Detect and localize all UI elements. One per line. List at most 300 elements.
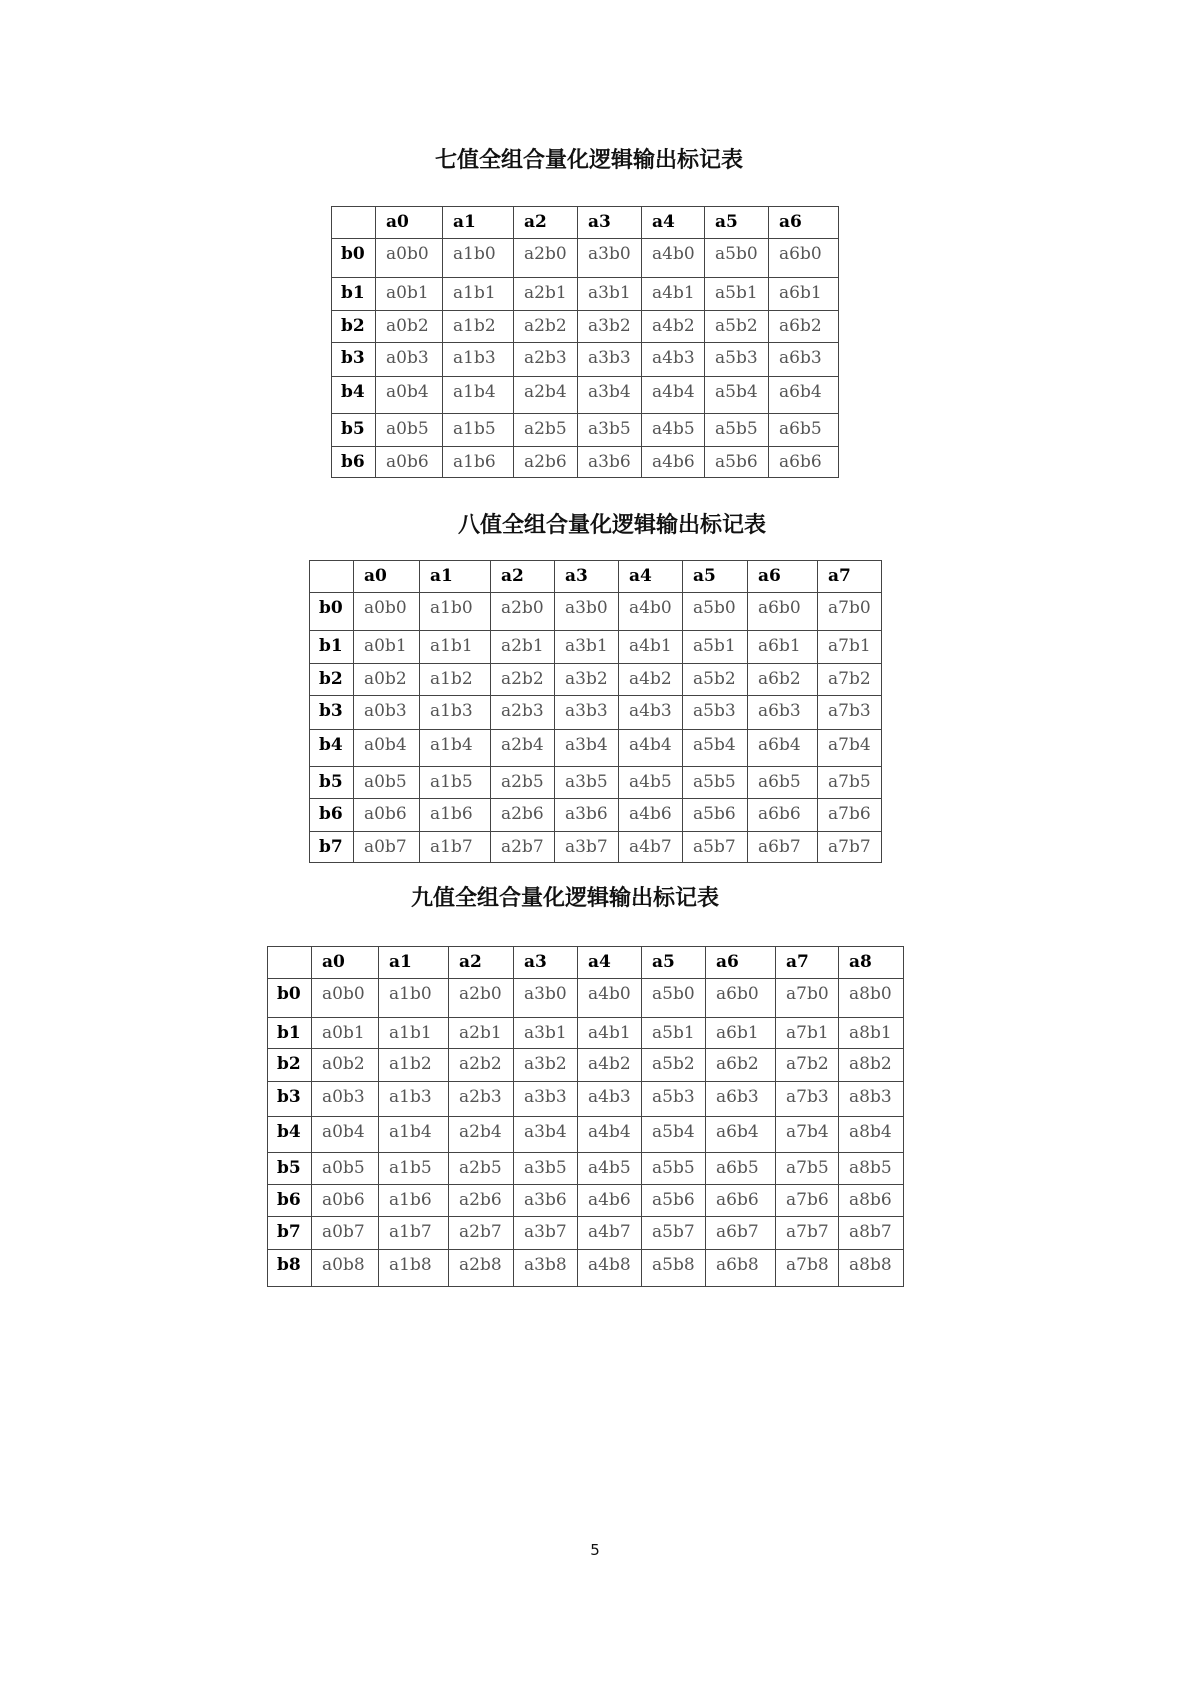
row-header <box>268 1018 312 1049</box>
table-cell <box>839 1049 904 1082</box>
cell-value: a1b4 <box>453 382 496 402</box>
cell-value: a4b2 <box>629 669 672 689</box>
table-row <box>268 1153 904 1185</box>
cell-value: a1b0 <box>430 598 473 618</box>
cell-value: a6b2 <box>716 1054 759 1074</box>
table-cell <box>379 1018 449 1049</box>
column-header <box>683 561 748 593</box>
row-header-label: b5 <box>277 1158 301 1178</box>
seven-value-table <box>331 206 839 478</box>
table-cell <box>379 1153 449 1185</box>
cell-value: a6b6 <box>779 452 822 472</box>
row-header-label: b7 <box>319 837 343 857</box>
table-cell <box>443 377 514 414</box>
row-header-label: b7 <box>277 1222 301 1242</box>
row-header <box>332 278 376 311</box>
table-cell <box>776 1018 839 1049</box>
table-cell <box>769 343 839 377</box>
row-header-label: b0 <box>277 984 301 1004</box>
cell-value: a4b0 <box>652 244 695 264</box>
cell-value: a2b3 <box>524 348 567 368</box>
table-row <box>268 1250 904 1287</box>
cell-value: a2b0 <box>524 244 567 264</box>
table-cell <box>443 343 514 377</box>
table-cell <box>748 664 818 696</box>
table-cell <box>376 377 443 414</box>
header-row <box>268 947 904 979</box>
column-header <box>776 947 839 979</box>
column-header-label: a1 <box>389 952 412 972</box>
cell-value: a4b4 <box>629 735 672 755</box>
table-cell <box>642 311 705 343</box>
table-cell <box>555 664 619 696</box>
column-header-label: a3 <box>588 212 611 232</box>
cell-value: a3b1 <box>588 283 631 303</box>
cell-value: a7b8 <box>786 1255 829 1275</box>
table-title-nine-value: 九值全组合量化逻辑输出标记表 <box>410 886 719 911</box>
table-cell <box>376 239 443 278</box>
table-cell <box>443 311 514 343</box>
row-header-label: b3 <box>277 1087 301 1107</box>
cell-value: a6b5 <box>716 1158 759 1178</box>
table-cell <box>449 1018 514 1049</box>
column-header-label: a2 <box>524 212 547 232</box>
table-cell <box>420 631 491 664</box>
cell-value: a1b6 <box>430 804 473 824</box>
table-cell <box>443 278 514 311</box>
table-cell <box>514 1217 578 1250</box>
table-cell <box>642 1082 706 1117</box>
eight-value-table <box>309 560 882 863</box>
cell-value: a4b3 <box>588 1087 631 1107</box>
cell-value: a5b2 <box>715 316 758 336</box>
header-row <box>310 561 882 593</box>
cell-value: a2b6 <box>524 452 567 472</box>
cell-value: a2b7 <box>459 1222 502 1242</box>
cell-value: a6b2 <box>758 669 801 689</box>
cell-value: a6b1 <box>779 283 822 303</box>
row-header <box>310 767 354 799</box>
table-cell <box>578 979 642 1018</box>
table-row <box>268 1049 904 1082</box>
table-cell <box>420 799 491 832</box>
cell-value: a3b1 <box>565 636 608 656</box>
table-cell <box>312 1185 379 1217</box>
column-header <box>449 947 514 979</box>
cell-value: a6b5 <box>779 419 822 439</box>
corner-cell <box>310 561 354 593</box>
column-header <box>555 561 619 593</box>
table-cell <box>578 343 642 377</box>
table-row <box>268 1217 904 1250</box>
table-cell <box>376 447 443 478</box>
table-cell <box>376 343 443 377</box>
row-header-label: b6 <box>319 804 343 824</box>
table-cell <box>642 1217 706 1250</box>
table-cell <box>514 447 578 478</box>
cell-value: a6b4 <box>779 382 822 402</box>
column-header-label: a0 <box>364 566 387 586</box>
cell-value: a0b4 <box>322 1122 365 1142</box>
cell-value: a0b2 <box>386 316 429 336</box>
table-cell <box>578 1018 642 1049</box>
table-cell <box>619 767 683 799</box>
cell-value: a2b5 <box>501 772 544 792</box>
table-cell <box>776 979 839 1018</box>
table-cell <box>619 799 683 832</box>
table-cell <box>578 1185 642 1217</box>
table-cell <box>491 664 555 696</box>
cell-value: a0b0 <box>364 598 407 618</box>
table-cell <box>578 1082 642 1117</box>
cell-value: a4b5 <box>588 1158 631 1178</box>
cell-value: a0b1 <box>322 1023 365 1043</box>
table-cell <box>555 593 619 631</box>
cell-value: a4b4 <box>652 382 695 402</box>
table-row <box>332 278 839 311</box>
cell-value: a0b5 <box>364 772 407 792</box>
table-cell <box>420 832 491 863</box>
cell-value: a3b0 <box>565 598 608 618</box>
table-cell <box>642 1250 706 1287</box>
cell-value: a6b8 <box>716 1255 759 1275</box>
table-cell <box>683 767 748 799</box>
cell-value: a4b3 <box>652 348 695 368</box>
cell-value: a4b7 <box>588 1222 631 1242</box>
table-cell <box>748 593 818 631</box>
cell-value: a0b6 <box>386 452 429 472</box>
table-cell <box>706 1217 776 1250</box>
table-cell <box>705 414 769 447</box>
cell-value: a0b6 <box>322 1190 365 1210</box>
table-row <box>332 447 839 478</box>
column-header-label: a3 <box>565 566 588 586</box>
row-header-label: b1 <box>319 636 343 656</box>
page-number: 5 <box>590 1541 600 1559</box>
column-header <box>514 947 578 979</box>
column-header <box>642 947 706 979</box>
cell-value: a8b1 <box>849 1023 892 1043</box>
table-cell <box>312 1049 379 1082</box>
table-cell <box>514 1185 578 1217</box>
cell-value: a0b2 <box>364 669 407 689</box>
column-header-label <box>320 561 353 566</box>
row-header <box>268 1117 312 1153</box>
cell-value: a3b6 <box>524 1190 567 1210</box>
table-cell <box>443 414 514 447</box>
cell-value: a1b5 <box>389 1158 432 1178</box>
cell-value: a1b3 <box>453 348 496 368</box>
header-row <box>332 207 839 239</box>
row-header-label: b8 <box>277 1255 301 1275</box>
table-cell <box>748 799 818 832</box>
cell-value: a8b8 <box>849 1255 892 1275</box>
cell-value: a0b3 <box>386 348 429 368</box>
table-row <box>310 799 882 832</box>
cell-value: a3b1 <box>524 1023 567 1043</box>
table-cell <box>312 1117 379 1153</box>
table-cell <box>839 979 904 1018</box>
table-cell <box>619 696 683 730</box>
table-row <box>310 730 882 767</box>
cell-value: a6b4 <box>716 1122 759 1142</box>
table-cell <box>379 1217 449 1250</box>
cell-value: a0b5 <box>322 1158 365 1178</box>
table-cell <box>769 278 839 311</box>
table-cell <box>683 631 748 664</box>
cell-value: a5b1 <box>652 1023 695 1043</box>
table-cell <box>354 799 420 832</box>
column-header-label: a6 <box>758 566 781 586</box>
table-cell <box>748 631 818 664</box>
table-cell <box>642 343 705 377</box>
row-header-label: b2 <box>341 316 365 336</box>
cell-value: a3b4 <box>588 382 631 402</box>
cell-value: a4b6 <box>629 804 672 824</box>
table-cell <box>449 1217 514 1250</box>
cell-value: a3b3 <box>524 1087 567 1107</box>
row-header-label: b0 <box>319 598 343 618</box>
table-cell <box>555 631 619 664</box>
row-header-label: b6 <box>277 1190 301 1210</box>
table-cell <box>354 832 420 863</box>
cell-value: a0b7 <box>364 837 407 857</box>
table-cell <box>683 730 748 767</box>
table-row <box>268 1117 904 1153</box>
cell-value: a6b5 <box>758 772 801 792</box>
row-header-label: b2 <box>319 669 343 689</box>
cell-value: a5b5 <box>715 419 758 439</box>
cell-value: a7b2 <box>828 669 871 689</box>
cell-value: a2b2 <box>501 669 544 689</box>
table-cell <box>776 1049 839 1082</box>
table-row <box>332 377 839 414</box>
cell-value: a6b7 <box>716 1222 759 1242</box>
row-header <box>268 1049 312 1082</box>
table-row <box>310 593 882 631</box>
cell-value: a6b6 <box>758 804 801 824</box>
column-header <box>443 207 514 239</box>
row-header <box>310 730 354 767</box>
cell-value: a3b0 <box>588 244 631 264</box>
cell-value: a5b4 <box>652 1122 695 1142</box>
table-cell <box>578 1250 642 1287</box>
column-header <box>312 947 379 979</box>
cell-value: a5b3 <box>715 348 758 368</box>
cell-value: a1b3 <box>389 1087 432 1107</box>
table-cell <box>514 1082 578 1117</box>
column-header-label: a8 <box>849 952 872 972</box>
cell-value: a4b0 <box>588 984 631 1004</box>
cell-value: a2b2 <box>524 316 567 336</box>
table-cell <box>578 239 642 278</box>
table-cell <box>443 239 514 278</box>
cell-value: a3b3 <box>565 701 608 721</box>
row-header <box>332 239 376 278</box>
table-cell <box>705 278 769 311</box>
table-cell <box>514 1250 578 1287</box>
cell-value: a5b6 <box>715 452 758 472</box>
cell-value: a4b5 <box>629 772 672 792</box>
cell-value: a5b4 <box>693 735 736 755</box>
table-cell <box>514 311 578 343</box>
table-cell <box>776 1082 839 1117</box>
table-cell <box>683 664 748 696</box>
cell-value: a2b6 <box>459 1190 502 1210</box>
table-cell <box>312 1082 379 1117</box>
row-header-label: b4 <box>277 1122 301 1142</box>
table-cell <box>705 343 769 377</box>
cell-value: a8b4 <box>849 1122 892 1142</box>
row-header-label: b2 <box>277 1054 301 1074</box>
table-cell <box>705 447 769 478</box>
cell-value: a5b4 <box>715 382 758 402</box>
table-cell <box>420 593 491 631</box>
cell-value: a3b5 <box>524 1158 567 1178</box>
row-header <box>332 343 376 377</box>
table-cell <box>769 377 839 414</box>
cell-value: a2b4 <box>501 735 544 755</box>
cell-value: a3b0 <box>524 984 567 1004</box>
cell-value: a7b5 <box>786 1158 829 1178</box>
row-header <box>268 1250 312 1287</box>
column-header <box>379 947 449 979</box>
table-cell <box>839 1217 904 1250</box>
table-cell <box>514 1153 578 1185</box>
table-cell <box>578 278 642 311</box>
table-cell <box>449 979 514 1018</box>
row-header <box>310 696 354 730</box>
table-cell <box>839 1250 904 1287</box>
table-cell <box>491 696 555 730</box>
cell-value: a7b4 <box>786 1122 829 1142</box>
cell-value: a7b3 <box>828 701 871 721</box>
cell-value: a7b2 <box>786 1054 829 1074</box>
cell-value: a6b0 <box>716 984 759 1004</box>
table-cell <box>449 1185 514 1217</box>
row-header <box>268 1217 312 1250</box>
table-cell <box>379 1082 449 1117</box>
cell-value: a5b1 <box>715 283 758 303</box>
cell-value: a0b1 <box>364 636 407 656</box>
cell-value: a2b4 <box>459 1122 502 1142</box>
row-header <box>332 414 376 447</box>
cell-value: a2b2 <box>459 1054 502 1074</box>
table-cell <box>420 696 491 730</box>
cell-value: a8b0 <box>849 984 892 1004</box>
cell-value: a7b1 <box>828 636 871 656</box>
table-cell <box>578 1153 642 1185</box>
table-row <box>268 1018 904 1049</box>
table-title-eight-value: 八值全组合量化逻辑输出标记表 <box>457 513 766 538</box>
column-header <box>578 947 642 979</box>
cell-value: a6b7 <box>758 837 801 857</box>
cell-value: a0b0 <box>322 984 365 1004</box>
column-header-label: a6 <box>779 212 802 232</box>
table-cell <box>354 730 420 767</box>
column-header-label <box>278 947 311 952</box>
table-cell <box>449 1049 514 1082</box>
cell-value: a6b0 <box>779 244 822 264</box>
cell-value: a8b7 <box>849 1222 892 1242</box>
cell-value: a3b7 <box>565 837 608 857</box>
table-cell <box>776 1117 839 1153</box>
cell-value: a2b0 <box>501 598 544 618</box>
table-cell <box>818 799 882 832</box>
column-header <box>578 207 642 239</box>
cell-value: a4b1 <box>652 283 695 303</box>
table-cell <box>642 979 706 1018</box>
row-header-label: b6 <box>341 452 365 472</box>
column-header-label: a6 <box>716 952 739 972</box>
row-header <box>268 1185 312 1217</box>
corner-cell <box>332 207 376 239</box>
table-row <box>268 979 904 1018</box>
table-cell <box>379 1185 449 1217</box>
column-header <box>491 561 555 593</box>
table-cell <box>818 593 882 631</box>
cell-value: a6b3 <box>779 348 822 368</box>
row-header <box>310 799 354 832</box>
table-cell <box>705 311 769 343</box>
cell-value: a2b5 <box>459 1158 502 1178</box>
cell-value: a6b0 <box>758 598 801 618</box>
table-cell <box>769 239 839 278</box>
table-cell <box>449 1250 514 1287</box>
table-cell <box>354 696 420 730</box>
cell-value: a4b4 <box>588 1122 631 1142</box>
table-cell <box>578 1117 642 1153</box>
cell-value: a2b6 <box>501 804 544 824</box>
table-cell <box>555 767 619 799</box>
table-cell <box>642 1049 706 1082</box>
cell-value: a4b1 <box>629 636 672 656</box>
cell-value: a0b7 <box>322 1222 365 1242</box>
table-cell <box>705 377 769 414</box>
table-cell <box>642 1018 706 1049</box>
column-header-label <box>342 207 375 212</box>
table-cell <box>706 1250 776 1287</box>
cell-value: a5b5 <box>693 772 736 792</box>
table-cell <box>642 278 705 311</box>
column-header <box>705 207 769 239</box>
cell-value: a5b6 <box>652 1190 695 1210</box>
cell-value: a3b5 <box>565 772 608 792</box>
cell-value: a2b3 <box>501 701 544 721</box>
table-cell <box>555 832 619 863</box>
table-cell <box>514 979 578 1018</box>
column-header <box>354 561 420 593</box>
cell-value: a5b1 <box>693 636 736 656</box>
cell-value: a5b2 <box>652 1054 695 1074</box>
table-cell <box>379 1250 449 1287</box>
cell-value: a7b1 <box>786 1023 829 1043</box>
cell-value: a8b2 <box>849 1054 892 1074</box>
table-cell <box>514 343 578 377</box>
row-header-label: b0 <box>341 244 365 264</box>
cell-value: a2b8 <box>459 1255 502 1275</box>
cell-value: a4b8 <box>588 1255 631 1275</box>
cell-value: a1b0 <box>389 984 432 1004</box>
cell-value: a0b3 <box>364 701 407 721</box>
table-cell <box>312 1018 379 1049</box>
cell-value: a1b4 <box>430 735 473 755</box>
row-header-label: b4 <box>319 735 343 755</box>
table-cell <box>354 664 420 696</box>
cell-value: a1b2 <box>430 669 473 689</box>
table-cell <box>376 414 443 447</box>
table-cell <box>619 593 683 631</box>
